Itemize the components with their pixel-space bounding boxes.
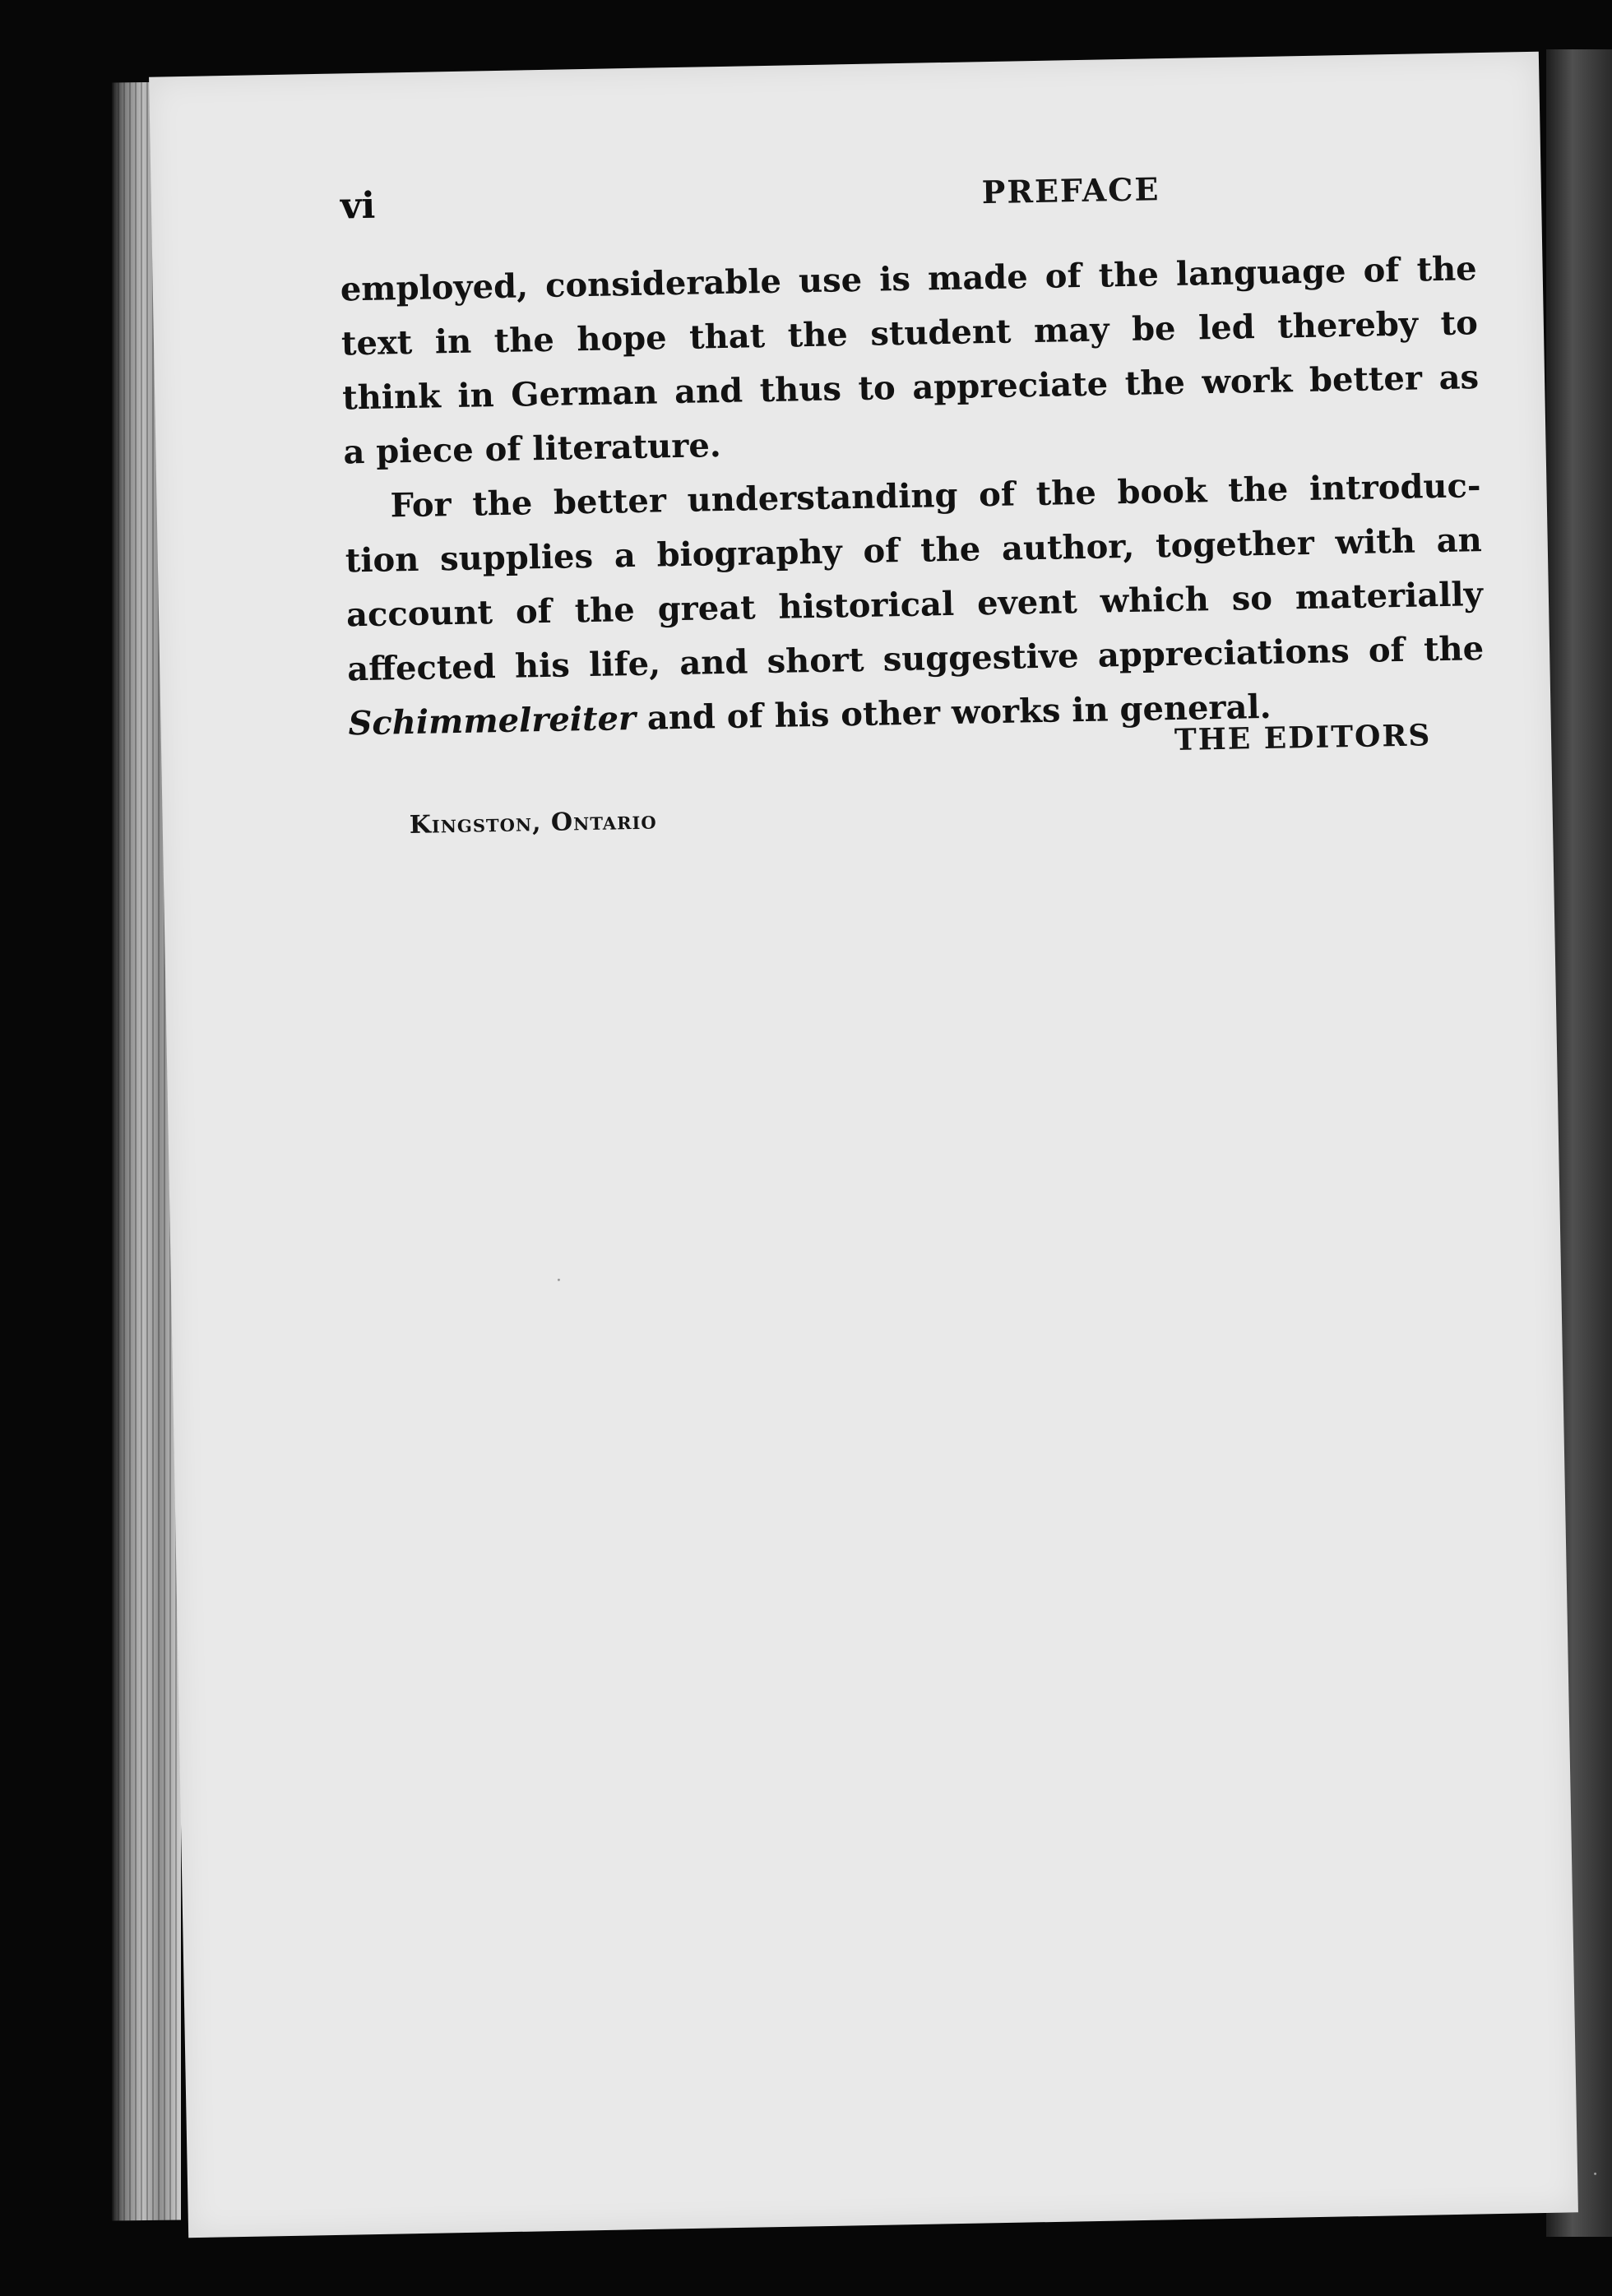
- paragraph-1: [340, 242, 1480, 479]
- text-line: text in the hope that the student may be led thereby to: [340, 303, 1479, 363]
- page-header: [340, 166, 1386, 243]
- page-number: vi: [340, 184, 376, 228]
- paragraph-2: [344, 459, 1485, 751]
- text-line: a piece of literature.: [343, 426, 722, 472]
- paper-speck: [558, 1279, 560, 1281]
- text-line: affected his life, and short suggestive appreciations of the: [346, 629, 1485, 689]
- text-line: think in German and thus to appreciate the work better as: [341, 358, 1480, 418]
- text-line: account of the great historical event which so materially: [345, 575, 1484, 635]
- book-title: Schimmelreiter: [348, 698, 637, 743]
- text-line-rest: and of his other works in general.: [635, 687, 1272, 738]
- place-line: Kingston, Ontario: [409, 806, 657, 840]
- running-head: PREFACE: [981, 170, 1160, 211]
- book-page: [149, 52, 1578, 2238]
- text-line: employed, considerable use is made of the language of the: [340, 249, 1478, 309]
- text-line: For the better understanding of the book the introduc-: [390, 466, 1481, 525]
- paper-speck: [1594, 2173, 1596, 2175]
- text-line: tion supplies a biography of the author, together with an: [345, 521, 1483, 581]
- body-text: [340, 242, 1485, 751]
- signature: THE EDITORS: [1174, 718, 1432, 757]
